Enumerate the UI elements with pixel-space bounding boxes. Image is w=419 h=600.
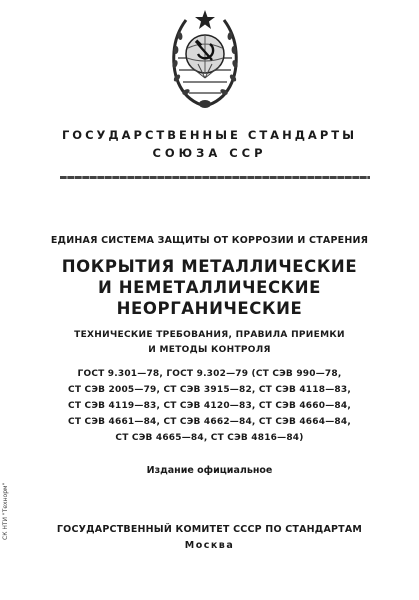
standards-line-3: СТ СЭВ 4119—83, СТ СЭВ 4120—83, СТ СЭВ 4660—84, xyxy=(68,401,351,411)
subtitle-line-2: И МЕТОДЫ КОНТРОЛЯ xyxy=(148,345,271,355)
publisher-city: Москва xyxy=(184,540,235,551)
standards-line-2: СТ СЭВ 2005—79, СТ СЭВ 3915—82, СТ СЭВ 4118—83, xyxy=(68,385,351,395)
header-line-2: СОЮЗА ССР xyxy=(152,146,267,160)
document-title-line-1: ПОКРЫТИЯ МЕТАЛЛИЧЕСКИЕ xyxy=(61,257,358,276)
header-line-1: ГОСУДАРСТВЕННЫЕ СТАНДАРТЫ xyxy=(61,128,358,142)
document-title-line-3: НЕОРГАНИЧЕСКИЕ xyxy=(116,299,303,318)
publisher-committee: ГОСУДАРСТВЕННЫЙ КОМИТЕТ СССР ПО СТАНДАРТАМ xyxy=(56,524,363,535)
side-stamp: СК НТИ "Технорм" xyxy=(2,482,9,540)
standards-line-1: ГОСТ 9.301—78, ГОСТ 9.302—79 (СТ СЭВ 990—78, xyxy=(77,369,342,379)
document-title-line-2: И НЕМЕТАЛЛИЧЕСКИЕ xyxy=(97,278,322,297)
standards-line-4: СТ СЭВ 4661—84, СТ СЭВ 4662—84, СТ СЭВ 4664—84, xyxy=(68,417,351,427)
system-title: ЕДИНАЯ СИСТЕМА ЗАЩИТЫ ОТ КОРРОЗИИ И СТАРЕНИЯ xyxy=(50,235,369,246)
edition-label: Издание официальное xyxy=(146,465,273,476)
header-divider xyxy=(60,176,370,179)
subtitle-line-1: ТЕХНИЧЕСКИЕ ТРЕБОВАНИЯ, ПРАВИЛА ПРИЕМКИ xyxy=(74,330,345,340)
standards-line-5: СТ СЭВ 4665—84, СТ СЭВ 4816—84) xyxy=(115,433,304,443)
ussr-state-emblem-icon xyxy=(168,8,242,112)
